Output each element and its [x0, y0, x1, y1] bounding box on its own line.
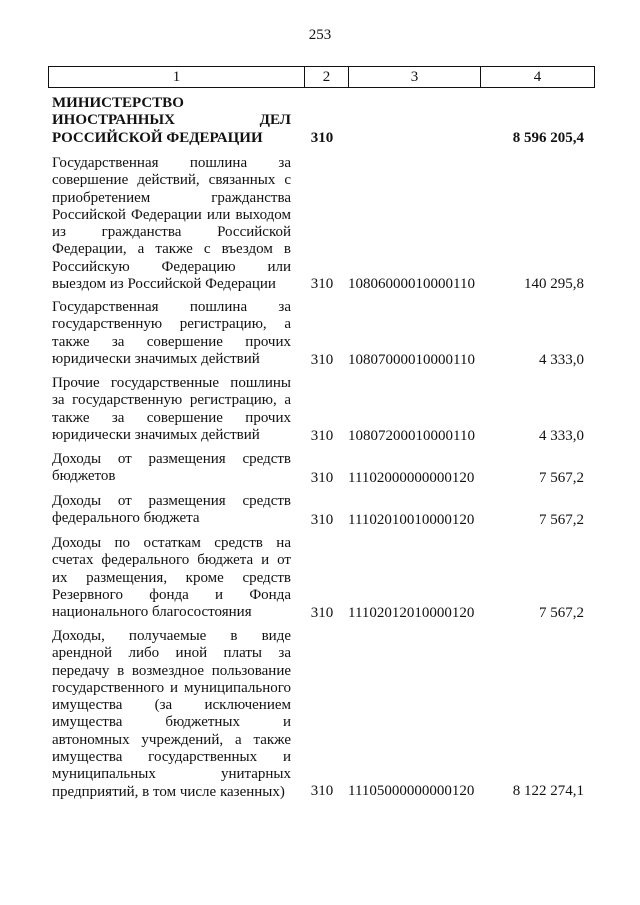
row-kbk: 10807000010000110	[348, 351, 475, 368]
table-row	[52, 628, 592, 800]
table-row	[52, 95, 592, 147]
row-description: Доходы от размещения средств федерального бюджета	[52, 493, 291, 527]
row-description: Доходы от размещения средств бюджетов	[52, 451, 291, 485]
row-description: МИНИСТЕРСТВО ИНОСТРАННЫХ ДЕЛ РОССИЙСКОЙ ФЕДЕРАЦИИ	[52, 95, 291, 146]
column-header-1: 1	[49, 67, 305, 87]
row-description: Государственная пошлина за совершение действий, связанных с приобретением гражданства Российской Федерации или выходом из гражданства Российской Федерации, а также с въездом в Российскую Федерацию или выездом из Российской Федерации	[52, 155, 291, 293]
row-code: 310	[310, 469, 334, 486]
row-kbk: 11102010010000120	[348, 511, 475, 528]
row-amount: 4 333,0	[539, 351, 584, 368]
row-code: 310	[310, 351, 334, 368]
column-header-3: 3	[349, 67, 481, 87]
row-kbk: 11105000000000120	[348, 782, 475, 799]
table-row	[52, 299, 592, 369]
row-amount: 7 567,2	[539, 604, 584, 621]
row-amount: 7 567,2	[539, 469, 584, 486]
row-code: 310	[310, 427, 334, 444]
row-amount: 4 333,0	[539, 427, 584, 444]
row-code: 310	[310, 511, 334, 528]
row-amount: 8 596 205,4	[512, 129, 584, 146]
row-kbk: 10806000010000110	[348, 275, 475, 292]
column-header-2: 2	[305, 67, 349, 87]
table-row	[52, 535, 592, 622]
table-row	[52, 155, 592, 293]
row-kbk: 10807200010000110	[348, 427, 475, 444]
row-code: 310	[310, 129, 334, 146]
row-amount: 140 295,8	[524, 275, 584, 292]
table-row	[52, 451, 592, 487]
row-description: Государственная пошлина за государственную регистрацию, а также за совершение прочих юридически значимых действий	[52, 299, 291, 367]
page-number: 253	[308, 27, 332, 43]
row-code: 310	[310, 604, 334, 621]
row-description: Прочие государственные пошлины за государственную регистрацию, а также за совершение прочих юридически значимых действий	[52, 375, 291, 443]
column-header-4: 4	[533, 68, 542, 85]
table-row	[52, 375, 592, 445]
row-amount: 8 122 274,1	[512, 782, 584, 799]
table-header	[48, 66, 595, 88]
row-code: 310	[310, 782, 334, 799]
row-description: Доходы, получаемые в виде арендной либо иной платы за передачу в возмездное пользование государственного и муниципального имущества (за исключением имущества бюджетных и автономных учреждений, а также имущества государственных и муниципальных унитарных предприятий, в том числе казенных)	[52, 628, 291, 800]
row-kbk: 11102012010000120	[348, 604, 475, 621]
row-code: 310	[310, 275, 334, 292]
table-row	[52, 493, 592, 529]
row-amount: 7 567,2	[539, 511, 584, 528]
row-kbk: 11102000000000120	[348, 469, 475, 486]
row-description: Доходы по остаткам средств на счетах федерального бюджета и от их размещения, кроме средств Резервного фонда и Фонда национального благосостояния	[52, 535, 291, 621]
